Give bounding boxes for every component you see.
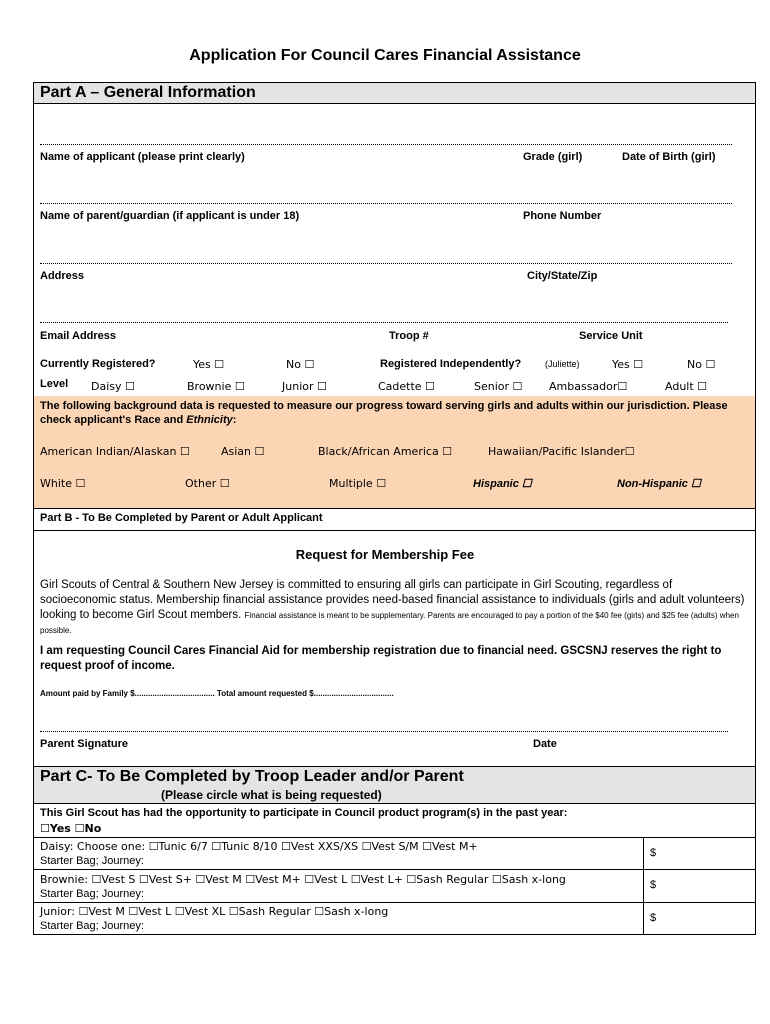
divider — [33, 869, 756, 870]
level-junior-checkbox[interactable]: Junior ☐ — [282, 380, 327, 393]
race-black-checkbox[interactable]: Black/African America ☐ — [318, 445, 453, 458]
request-statement: I am requesting Council Cares Financial Aid for membership registration due to financial need. GSCSNJ reserves the right to request proof of income. — [40, 645, 722, 672]
non-hispanic-checkbox[interactable]: Non-Hispanic ☐ — [617, 478, 701, 490]
troop-label: Troop # — [389, 330, 429, 342]
parent-name-label: Name of parent/guardian (if applicant is under 18) — [40, 210, 300, 222]
daisy-journey: Starter Bag; Journey: — [40, 855, 144, 867]
applicant-name-line[interactable] — [40, 144, 732, 145]
daisy-options[interactable]: Daisy: Choose one: ☐Tunic 6/7 ☐Tunic 8/10 ☐Vest XXS/XS ☐Vest S/M ☐Vest M+ — [40, 840, 478, 853]
dob-label: Date of Birth (girl) — [622, 151, 716, 163]
email-label: Email Address — [40, 330, 117, 342]
opportunity-yes-no[interactable]: ☐Yes ☐No — [40, 822, 102, 835]
level-brownie-checkbox[interactable]: Brownie ☐ — [187, 380, 245, 393]
request-title: Request for Membership Fee — [295, 547, 475, 562]
level-ambassador-checkbox[interactable]: Ambassador☐ — [549, 380, 628, 393]
ethnicity-colon: : — [232, 414, 237, 426]
race-multiple-checkbox[interactable]: Multiple ☐ — [329, 477, 387, 490]
race-asian-checkbox[interactable]: Asian ☐ — [221, 445, 265, 458]
registered-label: Currently Registered? — [40, 358, 156, 370]
part-a-title: Part A – General Information — [40, 84, 256, 101]
part-a-header — [34, 83, 755, 104]
level-label: Level — [40, 378, 69, 390]
divider — [33, 530, 756, 531]
signature-line[interactable] — [40, 731, 728, 732]
hispanic-checkbox[interactable]: Hispanic ☐ — [473, 478, 532, 490]
divider — [33, 508, 756, 509]
independent-yes-checkbox[interactable]: Yes ☐ — [612, 358, 644, 371]
junior-amount[interactable]: $ — [650, 912, 657, 924]
membership-paragraph — [40, 578, 748, 638]
address-label: Address — [40, 270, 85, 282]
level-senior-checkbox[interactable]: Senior ☐ — [474, 380, 523, 393]
brownie-journey: Starter Bag; Journey: — [40, 888, 144, 900]
race-white-checkbox[interactable]: White ☐ — [40, 477, 86, 490]
junior-journey: Starter Bag; Journey: — [40, 920, 144, 932]
divider — [33, 902, 756, 903]
divider — [33, 837, 756, 838]
amount-line[interactable]: Amount paid by Family $.................................... Total amount requested $.................................... — [40, 689, 394, 698]
race-other-checkbox[interactable]: Other ☐ — [185, 477, 230, 490]
level-daisy-checkbox[interactable]: Daisy ☐ — [91, 380, 135, 393]
part-c-header — [34, 767, 755, 804]
background-data-text — [40, 399, 740, 427]
city-label: City/State/Zip — [527, 270, 598, 282]
brownie-options[interactable]: Brownie: ☐Vest S ☐Vest S+ ☐Vest M ☐Vest M+ ☐Vest L ☐Vest L+ ☐Sash Regular ☐Sash x-long — [40, 873, 566, 886]
level-adult-checkbox[interactable]: Adult ☐ — [665, 380, 708, 393]
registered-yes-checkbox[interactable]: Yes ☐ — [193, 358, 225, 371]
membership-paragraph-text: Girl Scouts of Central & Southern New Jersey is committed to ensuring all girls can participate in Girl Scouting, regardless of socioeconomic status. Membership financial assistance provides need-based financial assistance to individuals (girls and adult volunteers) looking to become Girl Scout members. — [40, 579, 745, 621]
address-line[interactable] — [40, 263, 732, 264]
amount-column-divider — [643, 837, 644, 935]
registered-no-checkbox[interactable]: No ☐ — [286, 358, 315, 371]
part-c-title: Part C- To Be Completed by Troop Leader and/or Parent — [40, 768, 464, 785]
page-title: Application For Council Cares Financial Assistance — [189, 47, 581, 64]
level-cadette-checkbox[interactable]: Cadette ☐ — [378, 380, 435, 393]
independent-no-checkbox[interactable]: No ☐ — [687, 358, 716, 371]
daisy-amount[interactable]: $ — [650, 847, 657, 859]
registered-independently-label: Registered Independently? — [380, 358, 522, 370]
opportunity-text: This Girl Scout has had the opportunity to participate in Council product program(s) in the past year: — [40, 807, 568, 819]
junior-options[interactable]: Junior: ☐Vest M ☐Vest L ☐Vest XL ☐Sash Regular ☐Sash x-long — [40, 905, 389, 918]
parent-signature-label: Parent Signature — [40, 738, 129, 750]
part-c-subtitle: (Please circle what is being requested) — [161, 788, 382, 802]
parent-name-line[interactable] — [40, 203, 732, 204]
brownie-amount[interactable]: $ — [650, 879, 657, 891]
email-line[interactable] — [40, 322, 728, 323]
race-american-indian-checkbox[interactable]: American Indian/Alaskan ☐ — [40, 445, 190, 458]
applicant-name-label: Name of applicant (please print clearly) — [40, 151, 245, 163]
ethnicity-word: Ethnicity — [186, 414, 233, 426]
date-label: Date — [533, 738, 557, 750]
financial-note: Financial assistance is meant to be supplementary. Parents are encouraged to pay a portion of the $40 fee (girls) and $25 fee (adults) when possible. — [40, 611, 739, 635]
race-hawaiian-checkbox[interactable]: Hawaiian/Pacific Islander☐ — [488, 445, 635, 458]
background-data-sentence: The following background data is requested to measure our progress toward serving girls and adults within our jurisdiction. Please check applicant's Race and — [40, 400, 728, 426]
part-b-header: Part B - To Be Completed by Parent or Adult Applicant — [40, 512, 323, 524]
service-unit-label: Service Unit — [579, 330, 643, 342]
juliette-note: (Juliette) — [545, 359, 580, 369]
grade-label: Grade (girl) — [523, 151, 583, 163]
phone-label: Phone Number — [523, 210, 602, 222]
